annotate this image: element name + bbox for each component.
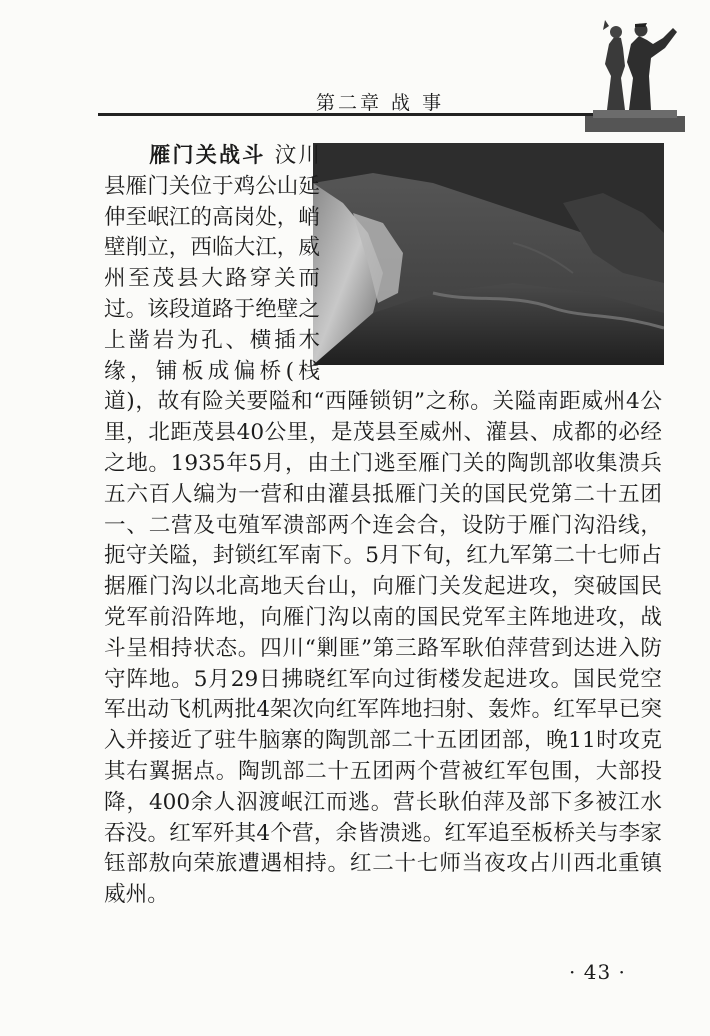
page-number: · 43 · [569, 960, 626, 984]
section-heading: 雁门关战斗 [147, 143, 266, 167]
section-body: 汶川县雁门关位于鸡公山延伸至岷江的高岗处，峭壁削立，西临大江，威州至茂县大路穿关而过。该段道路于绝壁之上凿岩为孔、横插木缘，铺板成偏桥(栈道)，故有险关要隘和“西陲锁钥”之称。关隘南距威州4公里，北距茂县40公里，是茂县至威州、灌县、成都的必经之地。1935年5月，由土门逃至雁门关的陶凯部收集溃兵五六百人编为一营和由灌县抵雁门关的国民党第二十五团一、二营及屯殖军溃部两个连会合，设防于雁门沟沿线，扼守关隘，封锁红军南下。5月下旬，红九军第二十七师占据雁门沟以北高地天台山，向雁门关发起进攻，突破国民党军前沿阵地，向雁门沟以南的国民党军主阵地进攻，战斗呈相持状态。四川“剿匪”第三路军耿伯萍营到达进入防守阵地。5月29日拂晓红军向过街楼发起进攻。国民党空军出动飞机两批4架次向红军阵地扫射、轰炸。红军早已突入并接近了驻牛脑寨的陶凯部二十五团团部，晚11时攻克其右翼据点。陶凯部二十五团两个营被红军包围，大部投降，400余人泅渡岷江而逃。营长耿伯萍及部下多被江水吞没。红军歼其4个营，余皆溃逃。红军追至板桥关与李家钰部敖向荣旅遭遇相持。红二十七师当夜攻占川西北重镇威州。 [104, 143, 662, 908]
section-paragraph [104, 140, 662, 911]
running-header [98, 86, 598, 120]
chapter-title: 第二章 战 事 [316, 92, 445, 114]
statue-emblem [585, 14, 685, 132]
header-rule [98, 113, 606, 116]
